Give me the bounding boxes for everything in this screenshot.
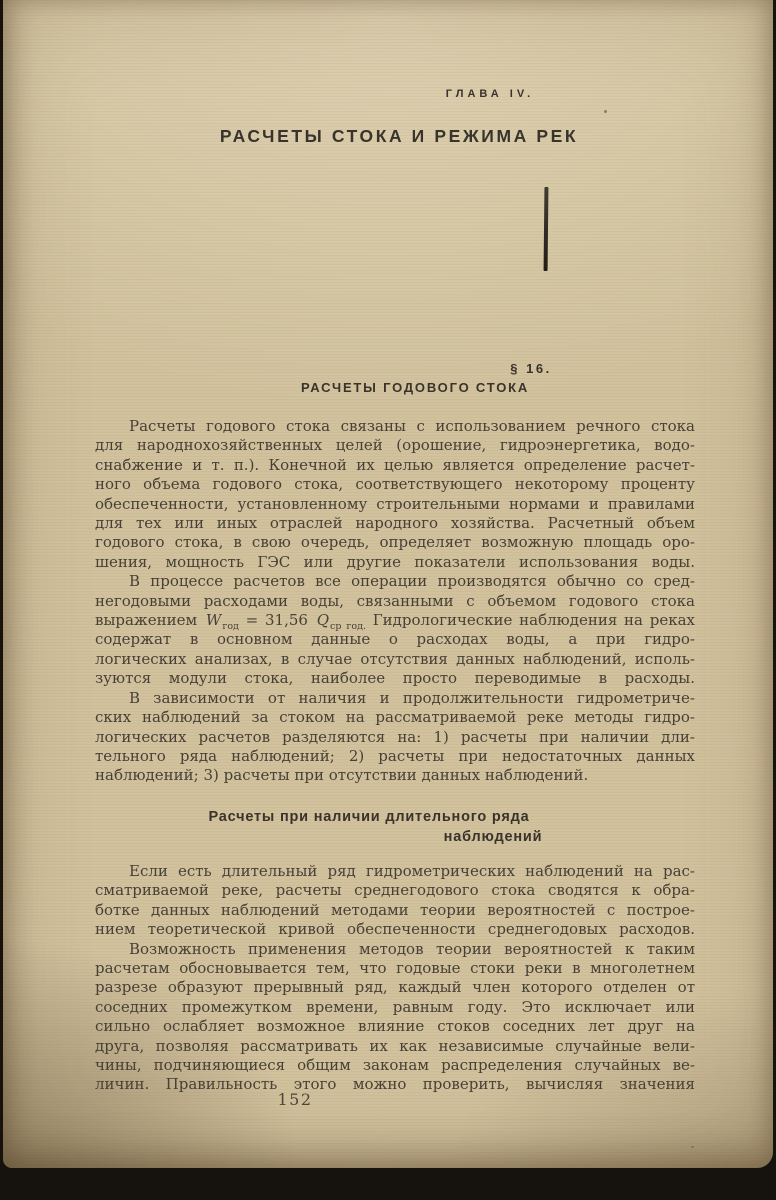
text-line: снабжение и т. п.). Конечной их целью является определение расчет- (95, 455, 695, 474)
text-line: для народнохозяйственных целей (орошение, гидроэнергетика, водо- (95, 436, 695, 455)
subsection-title-line2: наблюдений (443, 829, 543, 845)
text-line: содержат в основном данные о расходах воды, а при гидро- (95, 630, 695, 649)
page-number: 152 (277, 1090, 313, 1109)
section-title: РАСЧЕТЫ ГОДОВОГО СТОКА (300, 380, 530, 395)
text-line: разрезе образуют прерывный ряд, каждый член которого отделен от (95, 978, 695, 997)
text-line: сматриваемой реке, расчеты среднегодового стока сводятся к обра- (95, 881, 695, 900)
text-line: соседних промежутком времени, равным году. Это исключает или (95, 997, 695, 1016)
text-line: тельного ряда наблюдений; 2) расчеты при недостаточных данных (95, 746, 695, 765)
text-line: ботке данных наблюдений методами теории вероятностей с построе- (95, 900, 695, 919)
text-line: годового стока, в свою очередь, определяет возможную площадь оро- (95, 533, 695, 552)
book-page (3, 0, 773, 1168)
text-line: логических расчетов разделяются на: 1) расчеты при наличии дли- (95, 727, 695, 746)
text-line: Расчеты годового стока связаны с использованием речного стока (129, 417, 695, 435)
text-line: чины, подчиняющиеся общим законам распределения случайных ве- (95, 1056, 695, 1075)
formula-q-subscript: ср год. (330, 621, 366, 633)
formula-equals-value: = 31,56 (245, 611, 308, 630)
formula-w-subscript: год (222, 621, 239, 633)
text-line: шения, мощность ГЭС или другие показатели использования воды. (95, 552, 695, 571)
text-line: негодовыми расходами воды, связанными с объемом годового стока (95, 591, 695, 610)
formula-term-q: Q (316, 611, 329, 630)
ink-mark (544, 187, 549, 271)
text-line: друга, позволяя рассматривать их как независимые случайные вели- (95, 1036, 695, 1055)
paper-speck (691, 1146, 694, 1148)
formula-prefix-text: выражением (95, 611, 198, 630)
text-line: обеспеченности, установленному строительными нормами и правилами (95, 494, 695, 513)
paragraph-lines (95, 630, 695, 688)
paragraph (95, 572, 695, 688)
text-line: логических анализах, в случае отсутствия данных наблюдений, исполь- (95, 649, 695, 668)
paragraph (95, 940, 695, 1095)
text-line: В зависимости от наличия и продолжительности гидрометриче- (129, 688, 695, 707)
page-title: РАСЧЕТЫ СТОКА И РЕЖИМА РЕК (219, 126, 579, 146)
text-line: Возможность применения методов теории вероятностей к таким (129, 939, 695, 958)
text-line: наблюдений; 3) расчеты при отсутствии данных наблюдений. (95, 766, 589, 785)
paragraph-lines (95, 436, 695, 572)
subsection-title-line1: Расчеты при наличии длительного ряда (208, 809, 530, 825)
text-line: сильно ослабляет возможное влияние стоков соседних лет друг на (95, 1017, 695, 1036)
paragraph (95, 862, 695, 940)
text-line: ного объема годового стока, соответствующего некоторому проценту (95, 475, 695, 494)
text-line: Если есть длительный ряд гидрометрических наблюдений на рас- (129, 862, 695, 880)
text-block-lower (95, 862, 695, 1095)
paragraph-lines (95, 708, 695, 766)
chapter-heading: ГЛАВА IV. (445, 88, 535, 100)
text-line: для тех или иных отраслей народного хозяйства. Расчетный объем (95, 514, 695, 533)
formula-term-w: W (205, 611, 222, 630)
text-line: личин. Правильность этого можно проверить, вычисляя значения (95, 1075, 695, 1094)
paragraph (95, 417, 695, 572)
paragraph-lines (95, 881, 695, 939)
text-line: В процессе расчетов все операции производятся обычно со сред- (129, 572, 695, 591)
text-line: расчетам обосновывается тем, что годовые стоки реки в многолетнем (95, 959, 695, 978)
text-block-upper (95, 417, 695, 786)
text-line: ских наблюдений за стоком на рассматриваемой реке методы гидро- (95, 708, 695, 727)
section-number: § 16. (510, 361, 552, 376)
paper-speck (604, 110, 607, 113)
formula-line (95, 611, 695, 633)
text-line: нием теоретической кривой обеспеченности среднегодовых расходов. (95, 920, 695, 939)
formula-suffix-text: Гидрологические наблюдения на реках (372, 611, 695, 630)
paragraph-lines (95, 959, 695, 1095)
paragraph (95, 689, 695, 786)
text-line: зуются модули стока, наиболее просто переводимые в расходы. (95, 669, 695, 688)
